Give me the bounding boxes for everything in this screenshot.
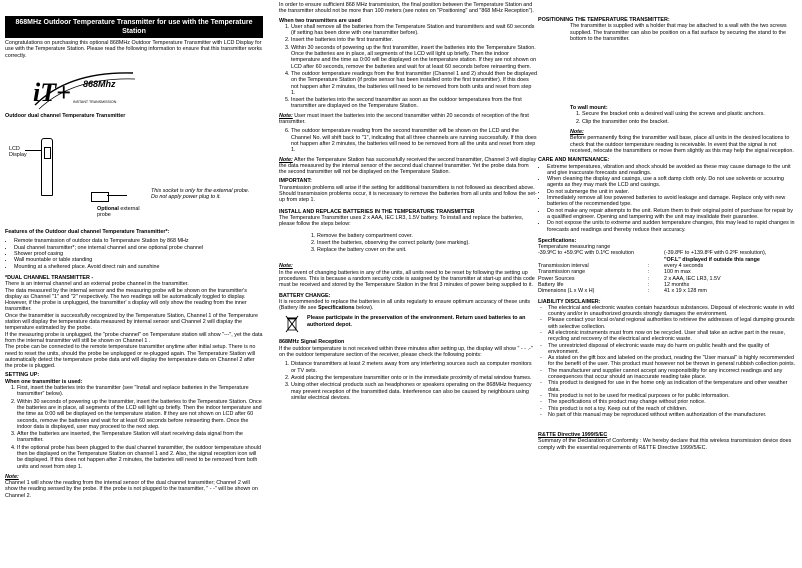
spec-row: Transmission range : 100 m max xyxy=(538,269,691,276)
list-item: - The manufacturer and supplier cannot accept any responsibility for any incorrect readings and any consequences that occur should an inaccurate reading take place. xyxy=(548,368,797,381)
list-item: 3. Within 30 seconds of powering up the first transmitter, insert the batteries into the Temperature Station. Once the batteries are in place, all segments of the LCD will light up briefly. Then the indoor temperature and the time as 0:00 will be displayed on the temperature station. If they are not shown on LCD after 60 seconds, remove the batteries and wait for at least 60 seconds before reinserting them. xyxy=(291,45,537,70)
note1-text: User must insert the batteries into the second transmitter within 20 seconds of reception of the first transmitter. xyxy=(279,112,529,126)
liability-list xyxy=(538,305,797,418)
setup-note: Channel 1 will show the reading from the internal sensor of the dual channel transmitter; Channel 2 will show the reading sensed by the probe. If the probe is not plugged to the transmitter, " - -" will be shown on Channel 2. xyxy=(5,480,258,499)
reception-list xyxy=(279,361,537,401)
dual-p2: The data measured by the internal sensor and the measuring probe will be shown on the transmitter's display as Channel "1" and "2" respectively. The two readings will be automatically toggled to display. However, if the probe is unplugged, the transmitter' s display will only show the reading from the inner transmitter. xyxy=(5,287,247,313)
list-item: - This product is not to be used for medical purposes or for public information. xyxy=(548,393,797,399)
two-transmitters-list-cont xyxy=(279,128,537,153)
setup-heading: SETTING UP: xyxy=(5,372,40,379)
note3-label: Note: xyxy=(279,263,293,270)
setup-subheading: When one transmitter is used: xyxy=(5,378,83,385)
two-transmitters-heading: When two transmitters are used xyxy=(279,17,361,24)
list-item: 1. Secure the bracket onto a desired wall using the screws and plastic anchors. xyxy=(582,111,797,117)
list-item: 1. Remove the battery compartment cover. xyxy=(317,233,537,239)
care-list xyxy=(538,164,797,233)
list-item: - As stated on the gift box and labeled on the product, reading the "User manual" is highly recommended for the benefit of the user. This product must however not be thrown in general rubbish collection points. xyxy=(548,355,797,368)
list-item: - The specifications of this product may change without prior notice. xyxy=(548,399,797,405)
lcd-label: LCD Display xyxy=(9,146,27,159)
note1-label: Note: xyxy=(279,112,293,119)
it-plus-logo-icon xyxy=(29,67,139,111)
spec-row: Power Sources : 2 x AAA, IEC LR3, 1.5V xyxy=(538,275,721,282)
rtte-text: Summary of the Declaration of Conformity : We hereby declare that this wireless transmission device does comply with the essential requirements of R&TTE Directive 1999/5/EC. xyxy=(538,438,792,451)
list-item: • Immediately remove all low powered batteries to avoid leakage and damage. Replace only with new batteries of the recommended type. xyxy=(547,195,797,208)
list-item: • Dual channel transmitter*; one internal channel and one optional probe channel xyxy=(14,245,263,251)
wall-mount-heading: To wall mount: xyxy=(570,105,608,112)
range-intro: In order to ensure sufficient 868 MHz transmission, the final position between the Temperature Station and the transmitter should not be more than 100 meters (see notes on "Positioning" and "868 MHz Reception"). xyxy=(279,2,534,15)
list-item: • Wall mountable or table standing xyxy=(14,257,263,263)
list-item: 6. The outdoor temperature reading from the second transmitter will be shown on the LCD and the Channel No. will shift back to "1", indicating that all three channels are running successfully. If this does not happen after 2 minutes, the batteries will need to be removed from all the units and reset from step 1. xyxy=(291,128,537,153)
list-item: - All electronic instruments must from now on be recycled. User shall take an active part in the reuse, recycling and recovery of the electrical and electronic waste. xyxy=(548,330,797,343)
column-right xyxy=(538,17,797,454)
mount-note-label: Note: xyxy=(570,129,584,136)
spec-row: Transmission interval : every 4 seconds xyxy=(538,263,704,270)
column-middle xyxy=(279,2,537,404)
list-item: 3. Using other electrical products such as headphones or speakers operating on the 868MHz frequency may prevent reception of the transmitted data. Interference can also be caused by neighbours using similar electrical devices. xyxy=(291,382,537,401)
svg-text:iT+: iT+ xyxy=(33,77,71,107)
spec-range-row: -39.9ºC to +59.9ºC with 0.1ºC resolution (-39.8ºF to +139.8ºF with 0.2ºF resolution), xyxy=(538,250,767,257)
wall-mount-list xyxy=(538,111,797,125)
note2-text: After the Temperature Station has successfully received the second transmitter, Channel 3 will display the data measured by the internal sensor of the second dual channel transmitter. Yet the probe data from the second transmitter will not be displayed on the Temperature Station. xyxy=(279,156,537,176)
list-item: 2. Insert the batteries, observing the correct polarity (see marking). xyxy=(317,240,537,246)
transmitter-device-icon xyxy=(41,138,53,196)
list-item: 2. Insert the batteries into the first transmitter. xyxy=(291,37,537,43)
list-item: • When cleaning the display and casings, use a soft damp cloth only. Do not use solvents or scouring agents as they may mark the LCD and casings. xyxy=(547,176,797,189)
intro-paragraph: Congratulations on purchasing this optional 868MHz Outdoor Temperature Transmitter with LCD Display for use with the Temperature Station. Please read the following information to ensure that this transmitter works correctly. xyxy=(5,40,262,59)
document-title: 868MHz Outdoor Temperature Transmitter for use with the Temperature Station xyxy=(5,16,263,38)
list-item: 4. The outdoor temperature readings from the first transmitter (Channel 1 and 2) should then be displayed on the Temperature Station (if probe sensor has been installed onto the first transmitter). If this does not happen after 2 minutes, the batteries will need to be removed from both units and reset from step 1. xyxy=(291,71,537,96)
list-item: 1. First, insert the batteries into the transmitter (see "Install and replace batteries in the Temperature transmitter" below). xyxy=(17,385,263,398)
positioning-figure-space xyxy=(538,45,797,103)
reception-heading: 868MHz Signal Reception xyxy=(279,339,345,346)
it-plus-logo xyxy=(29,67,139,111)
spec-ofl: "OF.L" displayed if outside this range xyxy=(664,256,760,263)
list-item: • Mounting at a sheltered place. Avoid direct rain and sunshine xyxy=(14,264,263,270)
list-item: 2. Avoid placing the temperature transmitter onto or in the immediate proximity of metal window frames. xyxy=(291,375,537,381)
figure-heading: Outdoor dual channel Temperature Transmitter xyxy=(5,112,126,119)
liability-heading: LIABILITY DISCLAIMER: xyxy=(538,298,601,305)
important-text: Transmission problems will arise if the setting for additional transmitters is not followed as described above. Should transmission problems occur, it is necessary to remove the batteries from all units and follow the set-up from step 1. xyxy=(279,184,537,204)
list-item: • Remote transmission of outdoor data to Temperature Station by 868 MHz xyxy=(14,238,263,244)
positioning-text: The transmitter is supplied with a holder that may be attached to a wall with the two screws supplied. The transmitter can also be position on a flat surface by securing the stand to the bottom to the transmitter. xyxy=(570,23,787,42)
list-item: - This product is not a toy. Keep out of the reach of children. xyxy=(548,406,797,412)
reception-intro: If the outdoor temperature is not received within three minutes after setting up, the display will show " - - .-" on the outdoor temperature section of the receiver, please check the following points: xyxy=(279,345,533,359)
list-item: - This product is designed for use in the home only as indication of the temperature and other weather data. xyxy=(548,380,797,393)
dual-p1: There is an internal channel and an external probe channel in the transmitter. xyxy=(5,281,189,288)
list-item: - The electrical and electronic wastes contain hazardous substances. Disposal of electronic waste in wild country and/or in unauthorized grounds strongly damages the environment. xyxy=(548,305,797,318)
features-list xyxy=(5,238,263,269)
install-heading: INSTALL AND REPLACE BATTERIES IN THE TEMPERATURE TRANSMITTER xyxy=(279,208,475,215)
list-item: 3. After the batteries are inserted, the Temperature Station will start receiving data signal from the transmitter. xyxy=(17,431,263,444)
list-item: 2. Within 30 seconds of powering up the transmitter, insert the batteries to the Temperature Station. Once the batteries are in place, all segments of the LCD will light up briefly. Then the indoor temperature and the time as 0:00 will be displayed on the temperature station. If they are not shown on LCD after 60 seconds, remove the batteries and wait for at least 60 seconds before reinserting them. Once the indoor data is displayed, user may proceed to the next step. xyxy=(17,399,263,430)
list-item: • Do not expose the units to extreme and sudden temperature changes, this may lead to rapid changes in forecasts and readings and thereby reduce their accuracy. xyxy=(547,220,797,233)
list-item: 5. Insert the batteries into the second transmitter as soon as the outdoor temperatures from the first transmitter are displayed on the Temperature Station. xyxy=(291,97,537,110)
probe-icon xyxy=(91,192,109,202)
battery-heading: BATTERY CHANGE: xyxy=(279,292,331,299)
battery-text: It is recommended to replace the batteries in all units regularly to ensure optimum accuracy of these units (Battery life see Specifications below). xyxy=(279,298,531,312)
install-list xyxy=(279,233,537,254)
spec-list xyxy=(538,263,797,294)
dual-heading: *DUAL CHANNEL TRANSMITTER - xyxy=(5,274,94,281)
setup-note-label: Note: xyxy=(5,473,19,480)
setup-list xyxy=(5,385,263,470)
probe-cable-icon xyxy=(107,195,127,196)
list-item: 1. User shall remove all the batteries from the Temperature Station and transmitters and wait 60 seconds (if setting has been done with one transmitter before). xyxy=(291,24,537,37)
svg-text:INSTANT TRANSMISSION: INSTANT TRANSMISSION xyxy=(73,99,117,104)
svg-text:868Mhz: 868Mhz xyxy=(83,78,116,89)
list-item: - Please contact your local or/and regional authorities to retrieve the addresses of legal dumping grounds with selective collection. xyxy=(548,317,797,330)
note3-text: In the event of changing batteries in any of the units, all units need to be reset by following the setting up procedures. This is because a random security code is assigned by the transmitter at start-up and this code must be received and stored by the Temperature Station in the first 3 minutes of power being supplied to it. xyxy=(279,269,535,289)
rtte-heading: R&TTE Directive 1999/5/EC xyxy=(538,432,608,439)
list-item: 4. If the optional probe has been plugged to the dual channel transmitter, the outdoor temperature should then be displayed on the Temperature Station on channel 1 and 2. Also, the signal reception icon will be displayed. If this does not happen after 2 minutes, the batteries will need to be removed from both units and reset from step 1. xyxy=(17,445,263,470)
spec-row: Dimensions (L x W x H) : 41 x 19 x 128 mm xyxy=(538,288,707,295)
install-intro: The Temperature Transmitter uses 2 x AAA, IEC LR3, 1.5V battery. To install and replace the batteries, please follow the steps below: xyxy=(279,214,524,228)
battery-warning: Please participate in the preservation of the environment. Return used batteries to an authorized depot. xyxy=(307,315,526,328)
dual-p5: The probe can be connected to the remote temperature transmitter anytime after initial setup. There is no need to reset the units, should the probe be unplugged or re-plugged again. The Temperature Station will automatically detect the temperature probe data and will display the temperature data on Channel 2 after the probe is plugged. xyxy=(5,344,256,370)
spec-range-label: Temperature measuring range xyxy=(538,244,611,251)
list-item: 2. Clip the transmitter onto the bracket. xyxy=(582,119,797,125)
care-heading: CARE AND MAINTENANCE: xyxy=(538,157,610,164)
list-item: - No part of this manual may be reproduced without written authorization of the manufacturer. xyxy=(548,412,797,418)
spec-heading: Specifications: xyxy=(538,237,577,244)
crossed-bin-icon xyxy=(285,315,299,333)
list-item: • Do not make any repair attempts to the unit. Return them to their original point of purchase for repair by a qualified engineer. Opening and tampering with the unit may invalidate their guarantee. xyxy=(547,208,797,221)
list-item: 1. Distance transmitters at least 2 meters away from any interfering sources such as computer monitors or TV sets. xyxy=(291,361,537,374)
probe-label: Optional external probe xyxy=(97,206,140,219)
lcd-display-icon xyxy=(44,147,51,159)
features-heading: Features of the Outdoor dual channel Temperature Transmitter*: xyxy=(5,229,170,236)
positioning-heading: POSITIONING THE TEMPERATURE TRANSMITTER: xyxy=(538,17,670,23)
mount-note: Before permanently fixing the transmitter wall base, place all units in the desired locations to check that the outdoor temperature reading is receivable. In event that the signal is not received, relocate the transmitters or move them slightly as this may help the signal reception. xyxy=(570,135,794,154)
dual-p3: Once the transmitter is successfully recognized by the Temperature Station, Channel 1 of the Temperature station will display the temperature data measured by internal sensor and Channel 2 will display the temperature estimated by the probe. xyxy=(5,312,258,332)
list-item: 3. Replace the battery cover on the unit. xyxy=(317,247,537,253)
two-transmitters-list xyxy=(279,24,537,110)
list-item: • Extreme temperatures, vibration and shock should be avoided as these may cause damage to the unit and give inaccurate forecasts and readings. xyxy=(547,164,797,177)
list-item: • Shower proof casing xyxy=(14,251,263,257)
spec-row: Battery life : 12 months xyxy=(538,281,690,288)
important-heading: IMPORTANT: xyxy=(279,178,312,185)
battery-warning-row xyxy=(279,315,537,333)
transmitter-figure xyxy=(5,122,263,227)
list-item: - The unrestricted disposal of electronic waste may do harm on public health and the quality of environment. xyxy=(548,343,797,356)
note2-label: Note: xyxy=(279,156,293,163)
socket-note: This socket is only for the external probe. Do not apply power plug to it. xyxy=(151,188,250,201)
dual-p4: If the measuring probe is unplugged, the "probe channel" on Temperature station will show "---", yet the data from the internal transmitter will still be shown on Channel 1 . xyxy=(5,331,263,344)
list-item: • Do not submerge the unit in water. xyxy=(547,189,797,195)
column-left xyxy=(5,0,263,502)
